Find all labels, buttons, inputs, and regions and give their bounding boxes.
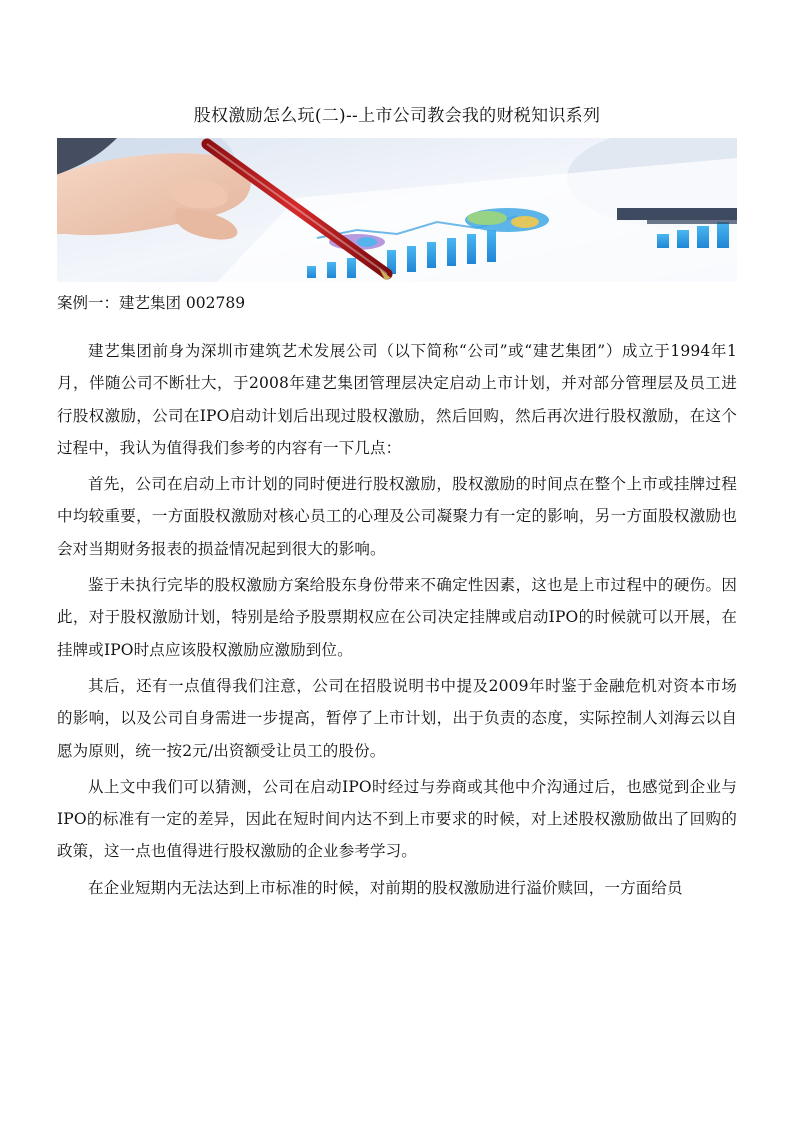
case-label: 案例一：建艺集团 002789 <box>57 294 246 312</box>
paragraph: 从上文中我们可以猜测，公司在启动IPO时经过与券商或其他中介沟通过后，也感觉到企业与IPO的标准有一定的差异，因此在短时间内达不到上市要求的时候，对上述股权激励做出了回购的政策，这一点也值得进行股权激励的企业参考学习。 <box>57 777 737 861</box>
paragraph: 在企业短期内无法达到上市标准的时候，对前期的股权激励进行溢价赎回，一方面给员 <box>88 878 683 897</box>
article-body <box>57 335 737 904</box>
paragraph: 建艺集团前身为深圳市建筑艺术发展公司（以下简称“公司”或“建艺集团”）成立于1994年1月，伴随公司不断壮大，于2008年建艺集团管理层决定启动上市计划，并对部分管理层及员工进行股权激励，公司在IPO启动计划后出现过股权激励，然后回购，然后再次进行股权激励，在这个过程中，我认为值得我们参考的内容有一下几点： <box>57 342 737 457</box>
document-title: 股权激励怎么玩(二)--上市公司教会我的财税知识系列 <box>193 106 601 126</box>
paragraph: 首先，公司在启动上市计划的同时便进行股权激励，股权激励的时间点在整个上市或挂牌过程中均较重要，一方面股权激励对核心员工的心理及公司凝聚力有一定的影响，另一方面股权激励也会对当期财务报表的损益情况起到很大的影响。 <box>57 475 737 558</box>
header-banner-image <box>57 138 737 282</box>
hand-pen-chart-illustration <box>57 138 737 282</box>
paragraph: 鉴于未执行完毕的股权激励方案给股东身份带来不确定性因素，这也是上市过程中的硬伤。因此，对于股权激励计划，特别是给予股票期权应在公司决定挂牌或启动IPO的时候就可以开展，在挂牌或IPO时点应该股权激励应激励到位。 <box>57 576 737 659</box>
paragraph: 其后，还有一点值得我们注意，公司在招股说明书中提及2009年时鉴于金融危机对资本市场的影响，以及公司自身需进一步提高，暂停了上市计划，出于负责的态度，实际控制人刘海云以自愿为原则，统一按2元/出资额受让员工的股份。 <box>57 676 737 760</box>
